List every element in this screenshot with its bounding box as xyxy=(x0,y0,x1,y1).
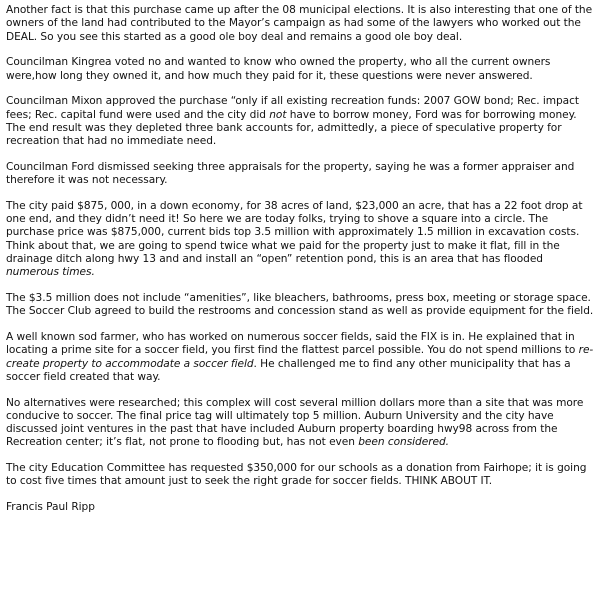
paragraph-sod-farmer xyxy=(6,331,598,384)
paragraph-purchase-price xyxy=(6,200,598,280)
italic-text-run: re-create property to accommodate a soccer field xyxy=(6,344,594,370)
text-run: Councilman Kingrea voted no and wanted to know who owned the property, who all the current owners were,how long they owned it, and how much they paid for it, these questions were never answered. xyxy=(6,56,551,82)
text-run: The $3.5 million does not include “amenities”, like bleachers, bathrooms, press box, meeting or storage space. The Soccer Club agreed to build the restrooms and concession stand as well as provide equipment for the field. xyxy=(6,292,594,318)
text-run: Francis Paul Ripp xyxy=(6,501,95,514)
paragraph-education-committee xyxy=(6,462,598,489)
italic-text-run: not xyxy=(269,108,287,121)
paragraph-amenities xyxy=(6,292,598,319)
italic-text-run: been considered. xyxy=(358,436,449,449)
paragraph-election-deal xyxy=(6,4,598,44)
signature-name xyxy=(6,501,598,514)
text-run: have to borrow money, Ford was for borrowing money. The end result was they depleted three bank accounts for, admittedly, a piece of speculative property for recreation that had no immediate need. xyxy=(6,108,577,148)
text-run: . He challenged me to find any other municipality that has a soccer field created that way. xyxy=(6,357,571,383)
paragraph-ford-appraisal xyxy=(6,161,598,188)
text-run: The city paid $875, 000, in a down economy, for 38 acres of land, $23,000 an acre, that has a 22 foot drop at one end, and they didn’t need it! So here we are today folks, trying to shove a square into a circle. The purchase price was $875,000, current bids top 3.5 million with approximately 1.5 million in excavation costs. Think about that, we are going to spend twice what we paid for the property just to make it flat, fill in the drainage ditch along hwy 13 and and install an “open” retention pond, this is an area that has flooded xyxy=(6,199,583,266)
text-run: The city Education Committee has requested $350,000 for our schools as a donation from Fairhope; it is going to cost five times that amount just to seek the right grade for soccer fields. THINK ABOUT IT. xyxy=(6,462,587,488)
italic-text-run: numerous times. xyxy=(6,266,95,279)
text-run: Councilman Mixon approved the purchase “only if all existing recreation funds: 2007 GOW bond; Rec. impact fees; Rec. capital fund were used and the city did xyxy=(6,95,579,121)
paragraph-kingrea-vote xyxy=(6,56,598,83)
text-run: Another fact is that this purchase came up after the 08 municipal elections. It is also interesting that one of the owners of the land had contributed to the Mayor’s campaign as had some of the lawyers who worked out the DEAL. So you see this started as a good ole boy deal and remains a good ole boy deal. xyxy=(6,4,593,43)
paragraph-alternatives xyxy=(6,397,598,450)
document-body xyxy=(6,4,598,514)
text-run: A well known sod farmer, who has worked on numerous soccer fields, said the FIX is in. He explained that in locating a prime site for a soccer field, you first find the flattest parcel possible. You do not spend millions to xyxy=(6,330,579,357)
text-run: No alternatives were researched; this complex will cost several million dollars more than a site that was more conducive to soccer. The final price tag will ultimately top 5 million. Auburn University and the city have discussed joint ventures in the past that have included Auburn property boarding hwy98 across from the Recreation center; it’s flat, not prone to flooding but, has not even xyxy=(6,396,584,449)
text-run: Councilman Ford dismissed seeking three appraisals for the property, saying he was a former appraiser and therefore it was not necessary. xyxy=(6,160,575,187)
paragraph-mixon-approval xyxy=(6,95,598,148)
